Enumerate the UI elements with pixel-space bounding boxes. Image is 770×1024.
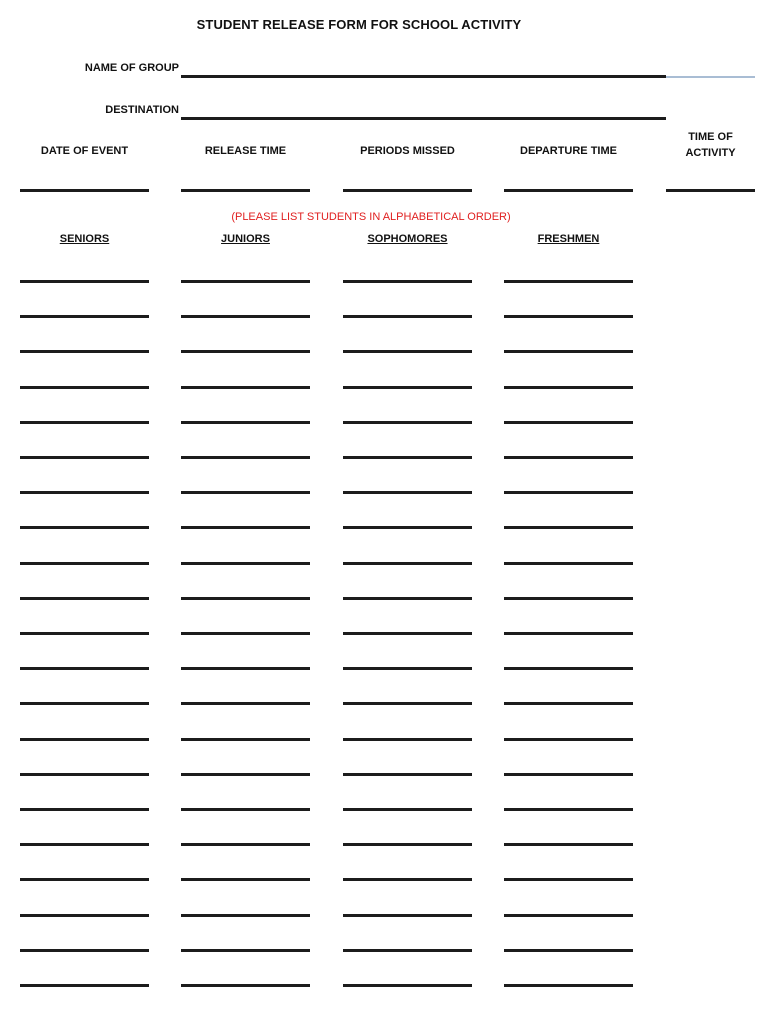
alphabetical-order-note: (PLEASE LIST STUDENTS IN ALPHABETICAL ORDER) bbox=[231, 211, 511, 223]
junior-name-line[interactable] bbox=[181, 350, 310, 353]
junior-name-line[interactable] bbox=[181, 738, 310, 741]
sophomore-name-line[interactable] bbox=[343, 984, 472, 987]
junior-name-line[interactable] bbox=[181, 808, 310, 811]
destination-field[interactable] bbox=[181, 117, 666, 120]
release-time-field[interactable] bbox=[181, 189, 310, 192]
junior-name-line[interactable] bbox=[181, 597, 310, 600]
senior-name-line[interactable] bbox=[20, 491, 149, 494]
senior-name-line[interactable] bbox=[20, 315, 149, 318]
sophomore-name-line[interactable] bbox=[343, 456, 472, 459]
time-of-activity-label bbox=[666, 129, 755, 161]
freshman-name-line[interactable] bbox=[504, 562, 633, 565]
junior-name-line[interactable] bbox=[181, 491, 310, 494]
senior-name-line[interactable] bbox=[20, 350, 149, 353]
junior-name-line[interactable] bbox=[181, 421, 310, 424]
release-time-label: RELEASE TIME bbox=[204, 145, 287, 157]
date-of-event-field[interactable] bbox=[20, 189, 149, 192]
departure-time-field[interactable] bbox=[504, 189, 633, 192]
time-of-activity-field[interactable] bbox=[666, 189, 755, 192]
sophomore-name-line[interactable] bbox=[343, 949, 472, 952]
junior-name-line[interactable] bbox=[181, 280, 310, 283]
freshman-name-line[interactable] bbox=[504, 667, 633, 670]
freshman-name-line[interactable] bbox=[504, 808, 633, 811]
sophomore-name-line[interactable] bbox=[343, 702, 472, 705]
sophomore-name-line[interactable] bbox=[343, 914, 472, 917]
freshman-name-line[interactable] bbox=[504, 421, 633, 424]
freshman-name-line[interactable] bbox=[504, 738, 633, 741]
freshman-name-line[interactable] bbox=[504, 632, 633, 635]
sophomore-name-line[interactable] bbox=[343, 667, 472, 670]
sophomore-name-line[interactable] bbox=[343, 315, 472, 318]
senior-name-line[interactable] bbox=[20, 667, 149, 670]
time-of-activity-label-line1: TIME OF bbox=[688, 131, 733, 143]
freshman-name-line[interactable] bbox=[504, 350, 633, 353]
periods-missed-field[interactable] bbox=[343, 189, 472, 192]
sophomore-name-line[interactable] bbox=[343, 526, 472, 529]
senior-name-line[interactable] bbox=[20, 984, 149, 987]
senior-name-line[interactable] bbox=[20, 738, 149, 741]
junior-name-line[interactable] bbox=[181, 773, 310, 776]
sophomore-name-line[interactable] bbox=[343, 350, 472, 353]
junior-name-line[interactable] bbox=[181, 315, 310, 318]
freshman-name-line[interactable] bbox=[504, 386, 633, 389]
time-of-activity-label-line2: ACTIVITY bbox=[685, 147, 736, 159]
freshman-name-line[interactable] bbox=[504, 597, 633, 600]
destination-label: DESTINATION bbox=[105, 104, 179, 116]
form-title: STUDENT RELEASE FORM FOR SCHOOL ACTIVITY bbox=[196, 17, 522, 32]
freshman-name-line[interactable] bbox=[504, 315, 633, 318]
senior-name-line[interactable] bbox=[20, 914, 149, 917]
freshmen-header: FRESHMEN bbox=[537, 233, 600, 245]
freshman-name-line[interactable] bbox=[504, 456, 633, 459]
freshman-name-line[interactable] bbox=[504, 843, 633, 846]
freshman-name-line[interactable] bbox=[504, 949, 633, 952]
periods-missed-label: PERIODS MISSED bbox=[360, 145, 455, 157]
senior-name-line[interactable] bbox=[20, 456, 149, 459]
sophomore-name-line[interactable] bbox=[343, 843, 472, 846]
seniors-header: SENIORS bbox=[59, 233, 110, 245]
senior-name-line[interactable] bbox=[20, 878, 149, 881]
sophomore-name-line[interactable] bbox=[343, 632, 472, 635]
date-of-event-label: DATE OF EVENT bbox=[40, 145, 129, 157]
sophomore-name-line[interactable] bbox=[343, 878, 472, 881]
freshman-name-line[interactable] bbox=[504, 702, 633, 705]
freshman-name-line[interactable] bbox=[504, 878, 633, 881]
junior-name-line[interactable] bbox=[181, 878, 310, 881]
sophomore-name-line[interactable] bbox=[343, 386, 472, 389]
freshman-name-line[interactable] bbox=[504, 491, 633, 494]
freshman-name-line[interactable] bbox=[504, 914, 633, 917]
name-of-group-field-extension bbox=[666, 76, 755, 78]
sophomore-name-line[interactable] bbox=[343, 491, 472, 494]
senior-name-line[interactable] bbox=[20, 421, 149, 424]
junior-name-line[interactable] bbox=[181, 526, 310, 529]
senior-name-line[interactable] bbox=[20, 808, 149, 811]
junior-name-line[interactable] bbox=[181, 914, 310, 917]
senior-name-line[interactable] bbox=[20, 597, 149, 600]
senior-name-line[interactable] bbox=[20, 702, 149, 705]
sophomore-name-line[interactable] bbox=[343, 421, 472, 424]
sophomore-name-line[interactable] bbox=[343, 773, 472, 776]
senior-name-line[interactable] bbox=[20, 280, 149, 283]
sophomore-name-line[interactable] bbox=[343, 738, 472, 741]
junior-name-line[interactable] bbox=[181, 386, 310, 389]
senior-name-line[interactable] bbox=[20, 949, 149, 952]
juniors-header: JUNIORS bbox=[221, 233, 270, 245]
senior-name-line[interactable] bbox=[20, 562, 149, 565]
junior-name-line[interactable] bbox=[181, 843, 310, 846]
sophomores-header: SOPHOMORES bbox=[367, 233, 448, 245]
sophomore-name-line[interactable] bbox=[343, 280, 472, 283]
senior-name-line[interactable] bbox=[20, 843, 149, 846]
name-of-group-label: NAME OF GROUP bbox=[84, 62, 179, 74]
sophomore-name-line[interactable] bbox=[343, 597, 472, 600]
senior-name-line[interactable] bbox=[20, 526, 149, 529]
departure-time-label: DEPARTURE TIME bbox=[520, 145, 617, 157]
senior-name-line[interactable] bbox=[20, 386, 149, 389]
junior-name-line[interactable] bbox=[181, 702, 310, 705]
name-of-group-field[interactable] bbox=[181, 75, 666, 78]
senior-name-line[interactable] bbox=[20, 632, 149, 635]
freshman-name-line[interactable] bbox=[504, 280, 633, 283]
junior-name-line[interactable] bbox=[181, 949, 310, 952]
freshman-name-line[interactable] bbox=[504, 526, 633, 529]
sophomore-name-line[interactable] bbox=[343, 808, 472, 811]
freshman-name-line[interactable] bbox=[504, 773, 633, 776]
junior-name-line[interactable] bbox=[181, 456, 310, 459]
junior-name-line[interactable] bbox=[181, 667, 310, 670]
junior-name-line[interactable] bbox=[181, 984, 310, 987]
sophomore-name-line[interactable] bbox=[343, 562, 472, 565]
junior-name-line[interactable] bbox=[181, 562, 310, 565]
junior-name-line[interactable] bbox=[181, 632, 310, 635]
senior-name-line[interactable] bbox=[20, 773, 149, 776]
freshman-name-line[interactable] bbox=[504, 984, 633, 987]
